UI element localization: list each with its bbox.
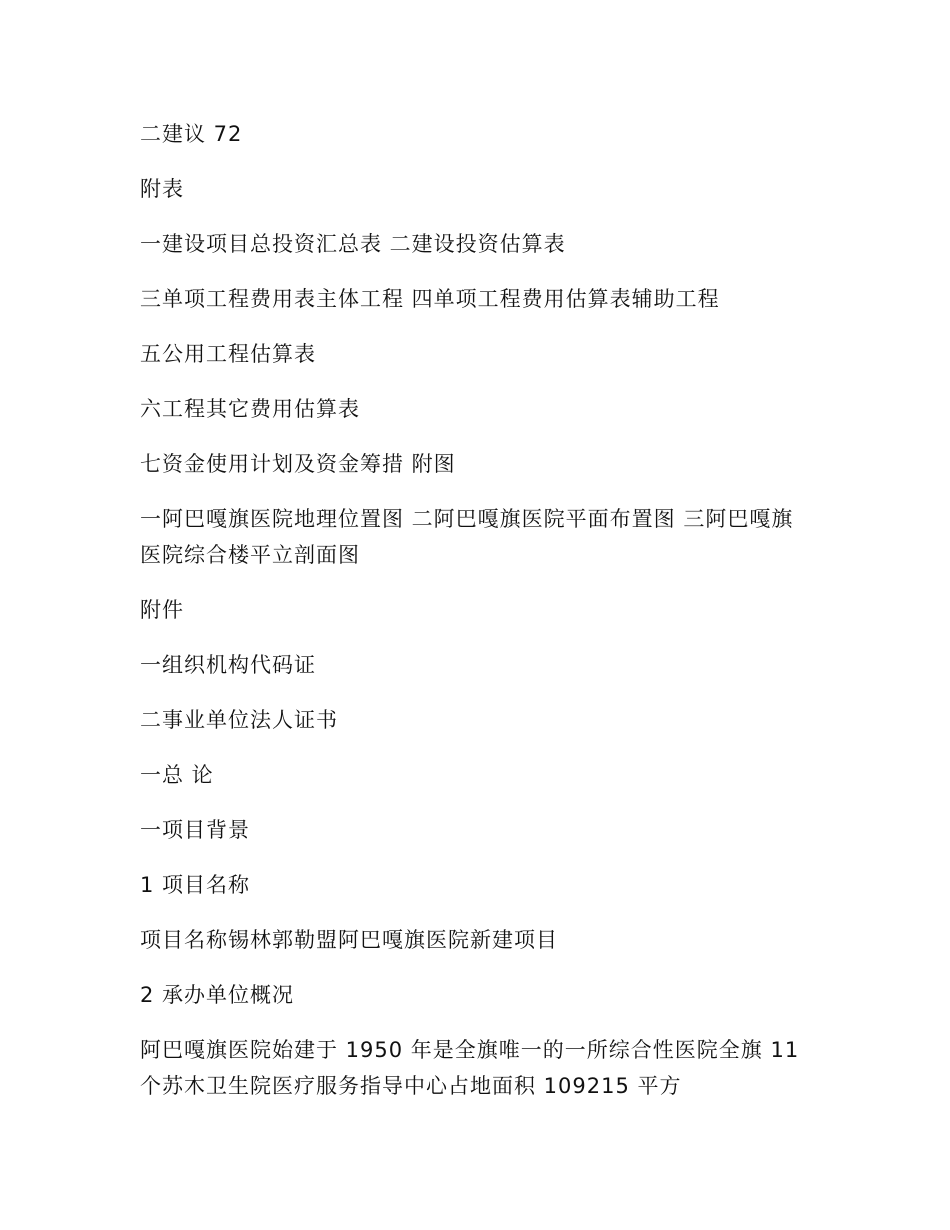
table-list-line: 六工程其它费用估算表 bbox=[140, 397, 360, 421]
subsection-heading: 2 承办单位概况 bbox=[140, 983, 295, 1007]
document-body bbox=[140, 116, 805, 1123]
table-list-line: 五公用工程估算表 bbox=[140, 342, 316, 366]
section-heading-tables: 附表 bbox=[140, 177, 184, 201]
subsection-heading: 1 项目名称 bbox=[140, 873, 251, 897]
attachment-list-line: 一组织机构代码证 bbox=[140, 653, 316, 677]
figure-list-line: 一阿巴嘎旗医院地理位置图 二阿巴嘎旗医院平面布置图 三阿巴嘎旗医院综合楼平立剖面图 bbox=[140, 507, 794, 567]
toc-entry-suggestions: 二建议 72 bbox=[140, 122, 243, 146]
attachment-list-line: 二事业单位法人证书 bbox=[140, 708, 338, 732]
body-paragraph: 阿巴嘎旗医院始建于 1950 年是全旗唯一的一所综合性医院全旗 11 个苏木卫生院医疗服务指导中心占地面积 109215 平方 bbox=[140, 1038, 807, 1098]
table-list-line: 三单项工程费用表主体工程 四单项工程费用估算表辅助工程 bbox=[140, 287, 720, 311]
section-heading: 一项目背景 bbox=[140, 818, 250, 842]
section-heading-attachments: 附件 bbox=[140, 598, 184, 622]
table-list-line: 七资金使用计划及资金筹措 附图 bbox=[140, 452, 456, 476]
body-paragraph: 项目名称锡林郭勒盟阿巴嘎旗医院新建项目 bbox=[140, 928, 558, 952]
table-list-line: 一建设项目总投资汇总表 二建设投资估算表 bbox=[140, 232, 566, 256]
chapter-heading: 一总 论 bbox=[140, 763, 214, 787]
